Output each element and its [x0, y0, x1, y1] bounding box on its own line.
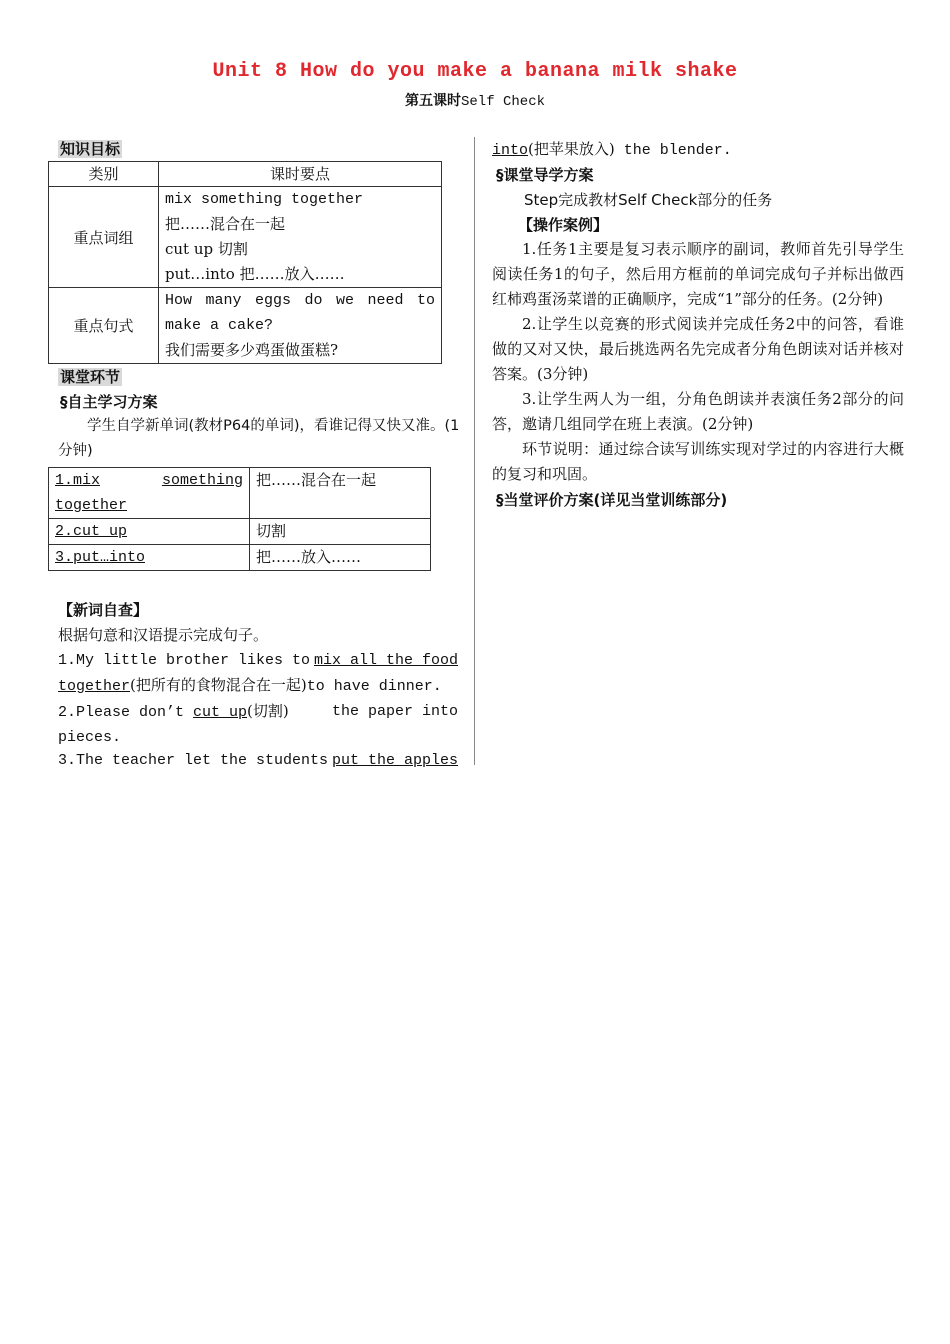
case-paragraph-2: 2.让学生以竞赛的形式阅读并完成任务2中的问答，看谁做的又对又快，最后挑选两名先完成者分角色朗读对话并核对答案。(3分钟): [492, 315, 904, 383]
guide-heading: §课堂导学方案: [496, 166, 594, 184]
step-line: Step完成教材Self Check部分的任务: [524, 191, 773, 209]
header-points: 课时要点: [159, 162, 442, 187]
document-subtitle: [0, 90, 950, 110]
vocab-table: [48, 467, 431, 571]
header-category: 类别: [49, 162, 159, 187]
blank-answer: cut up: [193, 704, 248, 721]
table-row: [49, 288, 442, 364]
vocab-zh: 切割: [250, 519, 431, 545]
case-heading: 【操作案例】: [518, 216, 609, 234]
knowledge-heading: 知识目标: [60, 140, 121, 158]
eval-heading: §当堂评价方案(详见当堂训练部分): [496, 491, 728, 509]
sentence-line: 我们需要多少鸡蛋做蛋糕?: [165, 341, 339, 359]
phrase-line: put…into 把……放入……: [165, 265, 345, 283]
sentence-line: How many eggs do we need to: [165, 292, 435, 309]
row-category: 重点句式: [49, 288, 159, 364]
vocab-zh: 把……放入……: [250, 545, 431, 571]
self-study-heading: §自主学习方案: [60, 393, 158, 411]
sentence-2: 2.Please don’t cut up(切割) the paper into pieces.: [58, 702, 458, 746]
table-row: [49, 187, 442, 288]
row-points: [159, 187, 442, 288]
table-row: [49, 468, 431, 519]
table-header-row: [49, 162, 442, 187]
vocab-en: 1.mix something together: [49, 468, 250, 519]
phrase-line: 把……混合在一起: [165, 215, 286, 233]
table-row: [49, 519, 431, 545]
case-paragraph-3: 3.让学生两人为一组，分角色朗读并表演任务2部分的问答，邀请几组同学在班上表演。(2分钟): [492, 390, 904, 433]
phrase-line: mix something together: [165, 191, 364, 208]
phrase-line: cut up 切割: [165, 240, 248, 258]
case-paragraph-1: 1.任务1主要是复习表示顺序的副词，教师首先引导学生阅读任务1的句子，然后用方框前的单词完成句子并标出做西红柿鸡蛋汤菜谱的正确顺序，完成“1”部分的任务。(2分钟): [492, 240, 904, 308]
table-row: [49, 545, 431, 571]
document-title: Unit 8 How do you make a banana milk shake: [212, 60, 738, 83]
vocab-en: 3.put…into: [49, 545, 250, 571]
class-heading: 课堂环节: [60, 368, 121, 386]
right-column: [492, 137, 904, 513]
row-category: 重点词组: [49, 187, 159, 288]
row-points: [159, 288, 442, 364]
subtitle-prefix: 第五课时: [404, 93, 461, 109]
left-column: [48, 137, 460, 772]
self-study-text: 学生自学新单词(教材P64的单词)，看谁记得又快又准。(1分钟): [58, 418, 460, 459]
vocab-en: 2.cut up: [49, 519, 250, 545]
new-words-instruction: 根据句意和汉语提示完成句子。: [58, 626, 269, 644]
column-divider: [474, 137, 475, 765]
blank-answer: mix all the food: [313, 652, 458, 669]
sentence-3-continued: into(把苹果放入) the blender.: [492, 140, 732, 159]
section-note: 环节说明：通过综合读写训练实现对学过的内容进行大概的复习和巩固。: [492, 440, 904, 483]
knowledge-table: [48, 161, 442, 364]
sentence-3: 3.The teacher let the students put the apples: [58, 750, 458, 772]
vocab-zh: 把……混合在一起: [250, 468, 431, 519]
subtitle-suffix: Self Check: [460, 94, 545, 110]
sentence-1: 1.My little brother likes to mix all the food together(把所有的食物混合在一起)to have dinner.: [58, 648, 458, 699]
sentence-line: make a cake?: [165, 317, 274, 334]
blank-answer: into: [492, 142, 529, 159]
blank-answer: put the apples: [331, 752, 458, 769]
new-words-heading: 【新词自查】: [58, 601, 149, 619]
